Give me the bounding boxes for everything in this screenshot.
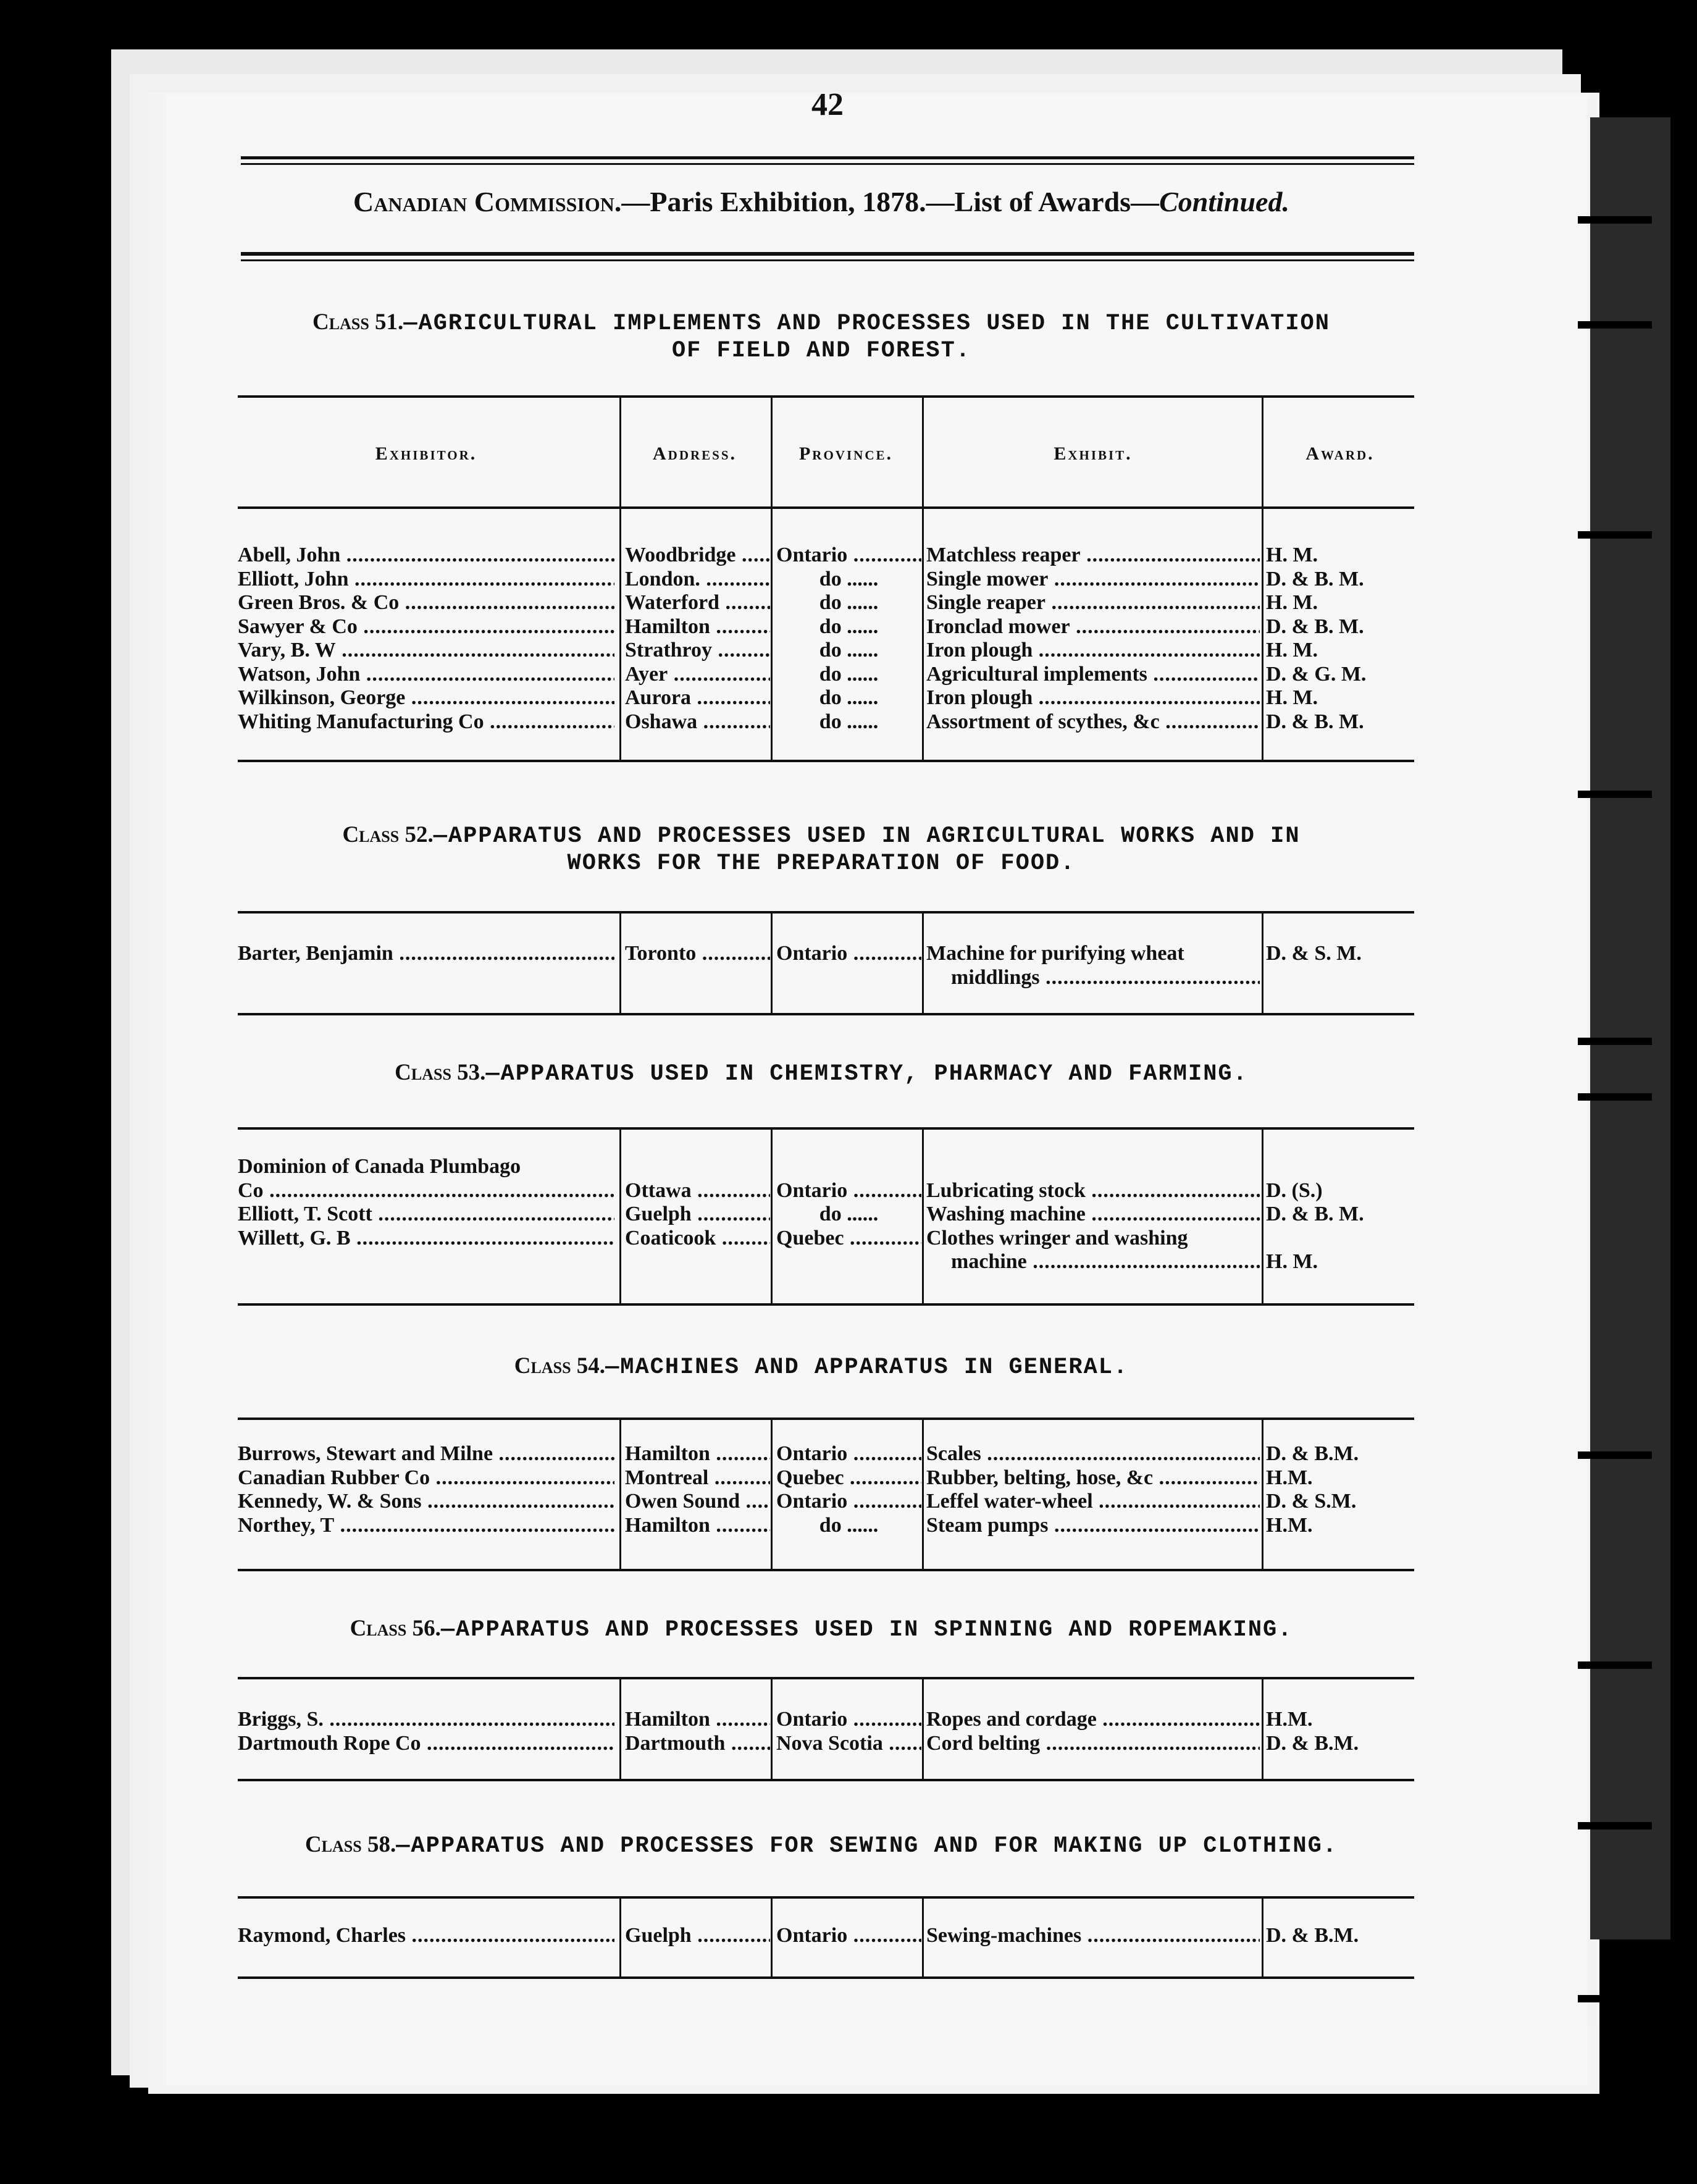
document-page: [167, 96, 1587, 2085]
header-rule: [241, 252, 1414, 256]
column-header-address: Address.: [652, 443, 737, 464]
binding-ring: [1578, 1038, 1652, 1045]
column-divider: [771, 1127, 773, 1303]
exhibitor-cell: Watson, John .....: [238, 663, 614, 686]
province-cell: do ......: [776, 591, 921, 615]
class-label: Class 51.: [312, 309, 404, 335]
award-cell: D. & B. M.: [1266, 1203, 1364, 1225]
class-title: [235, 1353, 1408, 1381]
class-label: Class 54.: [514, 1353, 606, 1379]
province-cell: do ......: [776, 1203, 921, 1226]
binding-ring: [1578, 1822, 1652, 1829]
address-cell: Dartmouth .....: [625, 1732, 770, 1755]
class-heading-continued: OF FIELD AND FOREST.: [671, 338, 971, 364]
class-title: [235, 821, 1408, 877]
address-cell: London. .....: [625, 568, 770, 591]
award-cell: H.M.: [1266, 1466, 1313, 1489]
column-divider: [1262, 1127, 1263, 1303]
exhibit-cell: Single mower .....: [926, 568, 1260, 591]
binding-ring: [1578, 1093, 1652, 1101]
address-cell: Ottawa .....: [625, 1179, 770, 1203]
column-divider: [771, 1896, 773, 1976]
column-divider: [1262, 911, 1263, 1013]
address-cell: Hamilton .....: [625, 1514, 770, 1537]
table-rule: [238, 1418, 1414, 1420]
exhibitor-cell: Briggs, S. .....: [238, 1708, 614, 1731]
top-rule: [241, 163, 1414, 165]
exhibit-cell: middlings .....: [951, 966, 1260, 989]
column-divider: [1262, 1677, 1263, 1779]
exhibit-cell: Assortment of scythes, &c .....: [926, 710, 1260, 734]
page-number: 42: [811, 87, 844, 122]
exhibit-cell: machine .....: [951, 1250, 1260, 1274]
exhibitor-cell: Elliott, T. Scott .....: [238, 1203, 614, 1226]
award-cell: D. & S. M.: [1266, 942, 1362, 965]
table-rule: [238, 911, 1414, 914]
exhibitor-cell: Vary, B. W .....: [238, 639, 614, 662]
page-header: [235, 185, 1408, 218]
table-rule: [238, 1013, 1414, 1015]
exhibit-cell: Agricultural implements .....: [926, 663, 1260, 686]
address-cell: Hamilton .....: [625, 1708, 770, 1731]
exhibit-cell: Matchless reaper .....: [926, 544, 1260, 567]
column-divider: [619, 395, 621, 760]
address-cell: Guelph .....: [625, 1924, 770, 1947]
exhibitor-cell: Co .....: [238, 1179, 614, 1203]
exhibitor-cell: Willett, G. B .....: [238, 1227, 614, 1250]
address-cell: Hamilton .....: [625, 1442, 770, 1466]
table-rule: [238, 395, 1414, 398]
binding-ring: [1578, 1661, 1652, 1669]
binding-ring: [1578, 321, 1652, 329]
award-cell: D. (S.): [1266, 1178, 1323, 1202]
exhibit-cell: Scales .....: [926, 1442, 1260, 1466]
table-rule: [238, 1677, 1414, 1679]
province-cell: do ......: [776, 710, 921, 734]
column-header-province: Province.: [798, 443, 893, 464]
class-title: [235, 309, 1408, 364]
province-cell: do ......: [776, 615, 921, 639]
exhibitor-cell: Whiting Manufacturing Co .....: [238, 710, 614, 734]
class-heading: —MACHINES AND APPARATUS IN GENERAL.: [605, 1354, 1129, 1380]
address-cell: Strathroy .....: [625, 639, 770, 662]
top-rule: [241, 156, 1414, 159]
exhibit-cell: Sewing-machines .....: [926, 1924, 1260, 1947]
header-continued: Continued.: [1159, 186, 1289, 217]
class-heading: —APPARATUS AND PROCESSES USED IN AGRICULTURAL WORKS AND IN: [433, 823, 1301, 849]
exhibitor-cell: Sawyer & Co .....: [238, 615, 614, 639]
column-divider: [1262, 1418, 1263, 1569]
award-cell: D. & G. M.: [1266, 662, 1367, 686]
address-cell: Oshawa .....: [625, 710, 770, 734]
exhibit-cell: Machine for purifying wheat: [926, 942, 1184, 965]
class-heading-continued: WORKS FOR THE PREPARATION OF FOOD.: [567, 850, 1076, 876]
binding-ring: [1578, 1451, 1652, 1459]
address-cell: Coaticook .....: [625, 1227, 770, 1250]
province-cell: do ......: [776, 686, 921, 710]
province-cell: Ontario .....: [776, 1490, 921, 1513]
exhibit-cell: Rubber, belting, hose, &c .....: [926, 1466, 1260, 1490]
province-cell: Ontario .....: [776, 1924, 921, 1947]
header-rule: [241, 259, 1414, 261]
column-divider: [619, 1896, 621, 1976]
province-cell: Nova Scotia .....: [776, 1732, 921, 1755]
exhibitor-cell: Kennedy, W. & Sons .....: [238, 1490, 614, 1513]
address-cell: Hamilton .....: [625, 615, 770, 639]
column-divider: [771, 911, 773, 1013]
column-divider: [922, 911, 924, 1013]
class-label: Class 53.: [395, 1060, 486, 1085]
class-heading: —APPARATUS AND PROCESSES USED IN SPINNING AND ROPEMAKING.: [440, 1617, 1293, 1643]
address-cell: Ayer .....: [625, 663, 770, 686]
binding-ring: [1578, 1995, 1652, 2002]
class-label: Class 58.: [304, 1832, 396, 1857]
exhibitor-cell: Burrows, Stewart and Milne .....: [238, 1442, 614, 1466]
class-heading: —AGRICULTURAL IMPLEMENTS AND PROCESSES USED IN THE CULTIVATION: [403, 311, 1330, 337]
award-cell: D. & B. M.: [1266, 615, 1364, 638]
exhibitor-cell: Northey, T .....: [238, 1514, 614, 1537]
binding-ring: [1578, 216, 1652, 224]
province-cell: Ontario .....: [776, 1179, 921, 1203]
exhibit-cell: Iron plough .....: [926, 686, 1260, 710]
table-rule: [238, 1976, 1414, 1979]
province-cell: Ontario .....: [776, 544, 921, 567]
province-cell: Ontario .....: [776, 1442, 921, 1466]
province-cell: Ontario .....: [776, 942, 921, 965]
award-cell: H. M.: [1266, 639, 1318, 662]
exhibit-cell: Cord belting .....: [926, 1732, 1260, 1755]
province-cell: do ......: [776, 639, 921, 662]
binding-ring: [1578, 531, 1652, 539]
exhibit-cell: Leffel water-wheel .....: [926, 1490, 1260, 1513]
header-commission: Canadian Commission.: [353, 186, 622, 217]
column-divider: [771, 395, 773, 760]
column-divider: [619, 1418, 621, 1569]
class-title: [235, 1831, 1408, 1860]
exhibit-cell: Single reaper .....: [926, 591, 1260, 615]
exhibit-cell: Washing machine .....: [926, 1203, 1260, 1226]
exhibitor-cell: Green Bros. & Co .....: [238, 591, 614, 615]
header-title: —Paris Exhibition, 1878.—List of Awards—: [621, 186, 1160, 217]
award-cell: H.M.: [1266, 1708, 1313, 1731]
address-cell: Waterford .....: [625, 591, 770, 615]
address-cell: Owen Sound .....: [625, 1490, 770, 1513]
exhibitor-cell: Abell, John .....: [238, 544, 614, 567]
province-cell: Quebec .....: [776, 1227, 921, 1250]
column-divider: [1262, 395, 1263, 760]
table-rule: [238, 1779, 1414, 1781]
column-divider: [619, 911, 621, 1013]
exhibitor-cell: Canadian Rubber Co .....: [238, 1466, 614, 1490]
exhibitor-cell: Dominion of Canada Plumbago: [238, 1155, 521, 1178]
column-divider: [771, 1677, 773, 1779]
exhibit-cell: Ropes and cordage .....: [926, 1708, 1260, 1731]
address-cell: Woodbridge .....: [625, 544, 770, 567]
award-cell: D. & B. M.: [1266, 567, 1364, 590]
province-cell: do ......: [776, 1514, 921, 1537]
exhibitor-cell: Elliott, John .....: [238, 568, 614, 591]
column-divider: [1262, 1896, 1263, 1976]
table-rule: [238, 506, 1414, 509]
award-cell: H.M.: [1266, 1513, 1313, 1537]
address-cell: Guelph .....: [625, 1203, 770, 1226]
class-title: [235, 1615, 1408, 1644]
exhibitor-cell: Raymond, Charles .....: [238, 1924, 614, 1947]
column-divider: [922, 1896, 924, 1976]
award-cell: H. M.: [1266, 591, 1318, 614]
class-label: Class 56.: [350, 1616, 441, 1641]
column-header-exhibit: Exhibit.: [1054, 443, 1133, 464]
exhibitor-cell: Dartmouth Rope Co .....: [238, 1732, 614, 1755]
binding-ring: [1578, 791, 1652, 798]
column-header-exhibitor: Exhibitor.: [375, 443, 477, 464]
award-cell: H. M.: [1266, 544, 1318, 566]
exhibitor-cell: Barter, Benjamin .....: [238, 942, 614, 965]
column-divider: [922, 1418, 924, 1569]
class-title: [235, 1059, 1408, 1088]
award-cell: H. M.: [1266, 686, 1318, 709]
exhibit-cell: Iron plough .....: [926, 639, 1260, 662]
award-cell: D. & B.M.: [1266, 1731, 1359, 1755]
address-cell: Aurora .....: [625, 686, 770, 710]
table-rule: [238, 1303, 1414, 1306]
award-cell: D. & B.M.: [1266, 1442, 1359, 1465]
column-divider: [922, 1127, 924, 1303]
province-cell: do ......: [776, 663, 921, 686]
column-header-award: Award.: [1305, 443, 1375, 464]
exhibit-cell: Ironclad mower .....: [926, 615, 1260, 639]
award-cell: D. & B.M.: [1266, 1924, 1359, 1947]
table-rule: [238, 760, 1414, 762]
table-rule: [238, 1127, 1414, 1130]
class-heading: —APPARATUS USED IN CHEMISTRY, PHARMACY AND FARMING.: [485, 1061, 1248, 1087]
column-divider: [771, 1418, 773, 1569]
table-rule: [238, 1569, 1414, 1571]
exhibit-cell: Clothes wringer and washing: [926, 1226, 1188, 1250]
address-cell: Montreal .....: [625, 1466, 770, 1490]
column-divider: [922, 1677, 924, 1779]
province-cell: do ......: [776, 568, 921, 591]
award-cell: D. & B. M.: [1266, 710, 1364, 733]
award-cell: D. & S.M.: [1266, 1490, 1357, 1513]
column-divider: [619, 1127, 621, 1303]
class-label: Class 52.: [342, 822, 434, 847]
column-divider: [922, 395, 924, 760]
class-heading: —APPARATUS AND PROCESSES FOR SEWING AND FOR MAKING UP CLOTHING.: [396, 1833, 1338, 1859]
exhibitor-cell: Wilkinson, George .....: [238, 686, 614, 710]
column-divider: [619, 1677, 621, 1779]
province-cell: Ontario .....: [776, 1708, 921, 1731]
award-cell: H. M.: [1266, 1250, 1318, 1273]
address-cell: Toronto .....: [625, 942, 770, 965]
table-rule: [238, 1896, 1414, 1899]
province-cell: Quebec .....: [776, 1466, 921, 1490]
exhibit-cell: Steam pumps .....: [926, 1514, 1260, 1537]
exhibit-cell: Lubricating stock .....: [926, 1179, 1260, 1203]
